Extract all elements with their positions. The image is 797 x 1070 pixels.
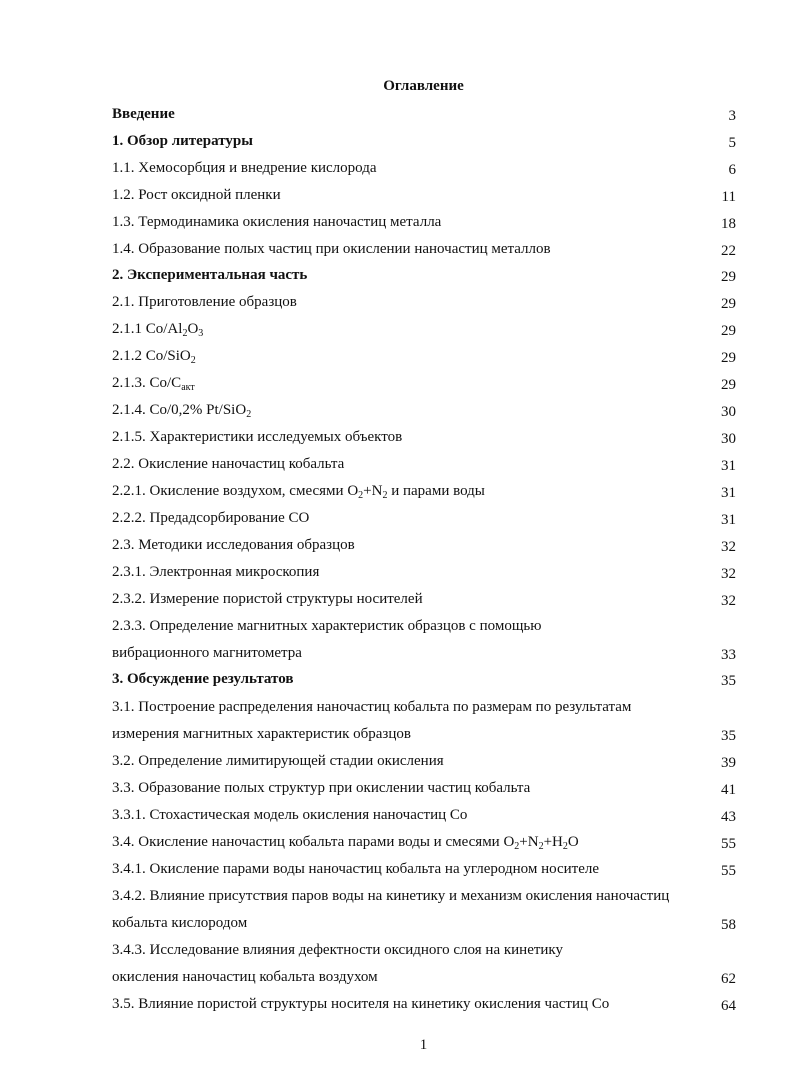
toc-entry-text: 2.2. Окисление наночастиц кобальта bbox=[112, 456, 345, 472]
toc-entry-text: вибрационного магнитометра bbox=[112, 645, 302, 661]
page-number: 1 bbox=[419, 1037, 428, 1053]
toc-entry-page: 30 bbox=[721, 404, 736, 420]
toc-entry-text: 1.1. Хемосорбция и внедрение кислорода bbox=[112, 160, 377, 176]
toc-entry-page: 32 bbox=[721, 593, 736, 609]
toc-entry-text: 2.2.2. Предадсорбирование CO bbox=[112, 510, 310, 526]
toc-entry-text: 3. Обсуждение результатов bbox=[112, 671, 294, 687]
toc-entry-page: 35 bbox=[721, 673, 736, 689]
toc-entry-text: 3.4.3. Исследование влияния дефектности оксидного слоя на кинетику bbox=[112, 942, 564, 958]
toc-entry-text: 3.2. Определение лимитирующей стадии окисления bbox=[112, 753, 444, 769]
toc-entry-page: 31 bbox=[721, 458, 736, 474]
toc-entry-text: 2.1.1 $Co/Al_2O_3$ bbox=[112, 321, 204, 339]
toc-entry-text: 1.4. Образование полых частиц при окислении наночастиц металлов bbox=[112, 241, 551, 257]
toc-entry-text: Введение bbox=[112, 106, 175, 122]
toc-entry-page: 62 bbox=[721, 971, 736, 987]
toc-entry-text: 2.3.1. Электронная микроскопия bbox=[112, 564, 320, 580]
toc-entry-page: 29 bbox=[721, 323, 736, 339]
toc-entry-text: измерения магнитных характеристик образцов bbox=[112, 726, 411, 742]
toc-entry-text: кобальта кислородом bbox=[112, 915, 248, 931]
toc-entry-page: 29 bbox=[721, 296, 736, 312]
toc-entry-text: 2.1.2 Co/SiO$_2$ bbox=[112, 348, 196, 366]
toc-entry-text: 3.4.2. Влияние присутствия паров воды на кинетику и механизм окисления наночастиц bbox=[112, 888, 670, 904]
toc-entry-text: 3.5. Влияние пористой структуры носителя на кинетику окисления частиц Co bbox=[112, 996, 610, 1012]
toc-entry-page: 29 bbox=[721, 377, 736, 393]
toc-entry-page: 29 bbox=[721, 269, 736, 285]
toc-entry-page: 5 bbox=[728, 135, 736, 151]
toc-entry-text: окисления наночастиц кобальта воздухом bbox=[112, 969, 378, 985]
toc-entry-page: 6 bbox=[728, 162, 736, 178]
toc-entry-text: 2.2.1. Окисление воздухом, смесями $O_2+N_2$ и парами воды bbox=[112, 483, 485, 501]
toc-entry-page: 39 bbox=[721, 755, 736, 771]
toc-entry-page: 55 bbox=[721, 836, 736, 852]
toc-entry-page: 18 bbox=[721, 216, 736, 232]
toc-entry-text: 3.4. Окисление наночастиц кобальта парами воды и смесями $O_2+N_2+H_2O$ bbox=[112, 834, 579, 852]
toc-entry-text: 2.1.5. Характеристики исследуемых объектов bbox=[112, 429, 403, 445]
toc-entry-page: 31 bbox=[721, 485, 736, 501]
toc-entry-page: 33 bbox=[721, 647, 736, 663]
toc-entry-page: 64 bbox=[721, 998, 736, 1014]
toc-entry-page: 41 bbox=[721, 782, 736, 798]
toc-entry-page: 55 bbox=[721, 863, 736, 879]
toc-entry-text: 2.1.4. Co/0,2% Pt/SiO$_2$ bbox=[112, 402, 252, 420]
toc-entry-text: 2.1. Приготовление образцов bbox=[112, 294, 297, 310]
toc-entry-page: 22 bbox=[721, 243, 736, 259]
toc-entry-page: 32 bbox=[721, 566, 736, 582]
toc-entry-page: 32 bbox=[721, 539, 736, 555]
toc-entry-page: 35 bbox=[721, 728, 736, 744]
toc-entry-text: 2.3.3. Определение магнитных характеристик образцов с помощью bbox=[112, 618, 542, 634]
toc-entry-page: 43 bbox=[721, 809, 736, 825]
toc-entry-page: 31 bbox=[721, 512, 736, 528]
toc-entry-page: 30 bbox=[721, 431, 736, 447]
toc-entry-text: 3.1. Построение распределения наночастиц кобальта по размерам по результатам bbox=[112, 699, 632, 715]
toc-entry-text: 3.4.1. Окисление парами воды наночастиц кобальта на углеродном носителе bbox=[112, 861, 600, 877]
toc-entry-text: 3.3.1. Стохастическая модель окисления наночастиц Co bbox=[112, 807, 468, 823]
toc-entry-text: 1.3. Термодинамика окисления наночастиц металла bbox=[112, 214, 442, 230]
toc-entry-text: 2.3.2. Измерение пористой структуры носителей bbox=[112, 591, 423, 607]
toc-entry-text: 2.1.3. $Co/C_{акт}$ bbox=[112, 375, 195, 393]
toc-entry-text: 3.3. Образование полых структур при окислении частиц кобальта bbox=[112, 780, 531, 796]
toc-entry-text: 2.3. Методики исследования образцов bbox=[112, 537, 355, 553]
toc-entry-text: 1. Обзор литературы bbox=[112, 133, 253, 149]
toc-entry-page: 58 bbox=[721, 917, 736, 933]
toc-entry-text: 2. Экспериментальная часть bbox=[112, 267, 308, 283]
toc-entry-page: 3 bbox=[728, 108, 736, 124]
toc-entry-text: 1.2. Рост оксидной пленки bbox=[112, 187, 281, 203]
toc-entry-page: 29 bbox=[721, 350, 736, 366]
toc-title: Оглавление bbox=[383, 78, 464, 94]
toc-entry-page: 11 bbox=[721, 189, 736, 205]
